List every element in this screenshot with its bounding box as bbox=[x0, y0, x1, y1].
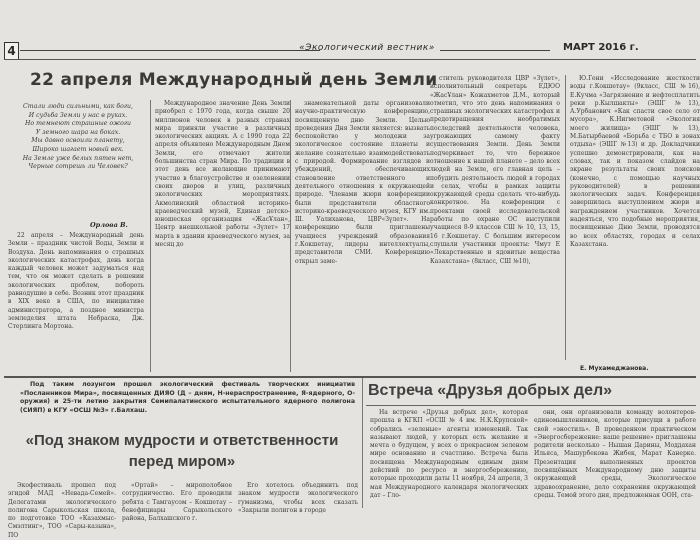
poem-line: И судьба Земли у нас в руках. bbox=[28, 111, 128, 119]
newspaper-name: «Экологический вестник» bbox=[299, 43, 435, 53]
article3-column-2: они, они организовали команду волонтеров-единомышленников, которые присущи в работе свой «эностиль». В проведенном практическом «Энергосбережение: наше решение» приглашены родители несколько – Нышан Дарины, Мoддахан Ильяса, Машурбекова Жибек, Марат Канерке. Презентация выполненных проектов посвящённых Международному дню защиты окружающей среды, Экологическое здравоохранение, дело сохранения окружающей среды. Темой этого дня, предложенная ООН, ста- bbox=[534, 409, 696, 499]
poem-author: Орлова В. bbox=[90, 221, 128, 229]
section-divider bbox=[4, 376, 696, 378]
article1-column-3: знаменательной даты организовали научно-практическую конференцию, посвященную дню Земли. Целью проведения Дня Земли является: вызвать беспокойство у молодежи за экологическое состояние планеты и желание сознательно взаимодействовать с природой. Формирование взглядов и убеждений, обеспечивающих становление ответственного и деятельного отношения к окружающей природе. Членами жюри конференции были представители областного историко-краеведческого музея, КГУ им. Ш. Уалиханова, ЦВР«Зүлет». На конференцию были приглашены учащиеся учреждений образования г.Кокшетау, лидеры интеллектуалы, представители СМИ. Конференцию открыл заме- bbox=[290, 100, 430, 372]
poem-line: Стали люди сильными, как боги, bbox=[23, 103, 133, 110]
article3-headline: Встреча «Друзья добрых дел» bbox=[368, 382, 613, 399]
poem-line: На Земле уже белых пятен нет, bbox=[22, 154, 134, 162]
article2-column-2: «Ортай» – мирополобное сотрудничество. Его проводили ребята с Тамгаусом – Кокшетау – бенефициары Сарыкольского района, Балхашского г. bbox=[122, 482, 232, 523]
article3-rule bbox=[366, 405, 696, 406]
article1-column-4: ститель руководителя ЦВР «Зүлет», исполнительный секретарь ЕДЮО «ЖасҰлан» Кожахметов Д.М., который отметил, что это день напоминания о страшных экологических катастрофах и предотвращения необратимых последствий деятельности человека, угрожающих самому факту существования Земли. День Земли подчеркивает то, что бережное отношение к нашей планете – дело всех людей на Земле, его главная цель – побудить деятельность людей в городах и селах, чтобы в рамках защиты окружающей среды сделать что-нибудь конкретное. На конференции с проектами своей исследовательской работы по охране ОС выступили учащиеся 8-9 классов СШ № 10, 13, 15, 16 г.Кокшетау. С большим интересом слушали участники проекты: Чмут Е «Лекарственные и ядовитые вещества Казахстана» (8класс, СШ №10), bbox=[430, 75, 560, 265]
article2-column-3: Его хотелось объединить под знаком мудрости экологического гуманизма, чтобы всех сказать «Закрыли полигон в городе bbox=[238, 482, 358, 514]
article2-lead: Под таким лозунгом прошел экологический фестиваль творческих инициатив «Посланников Мира», посвященных ДИЯО (Д – дням, Н-нераспространение, Я-ядерного, О-оружия) и 25-ти летию закрытия Семипалатинского испытательного ядерного полигона (СИЯП) в КГУ «ОСШ №3» г.Балхаш. bbox=[20, 381, 355, 414]
poem-line: Широко шагает новый век. bbox=[32, 145, 124, 153]
poem-line: У земного шара на боках. bbox=[35, 128, 121, 136]
poem-line: Черные сотрешь ли Человек? bbox=[28, 163, 128, 171]
article3-column-1: На встрече «Друзья добрых дел», которая прошла в КГКП «ОСШ № 4 им. Н.К.Крупской» собрались «зеленые» агенты изменений. Так называют людей, у которых есть желание и мечта о будущем, у всех о прекрасном зеленом мире основанию и счастливо. Встреча была посвящена Международным единым дням действий по ресурсо и энергосбережению, которые проходили даты 11 ноября, 24 апреля, 3 мая Международного календаря экологических дат – Гло- bbox=[370, 409, 528, 499]
article2-column-1: Экофестиваль прошел под эгидой МАД «Невада-Семей». Делегатами экологического полигона Сарыкольская школа, по подготовке ТОО «Казахмыс-Смэлтинг», ТОО «Сары-казына», ПО bbox=[8, 482, 116, 539]
column-divider bbox=[362, 378, 363, 508]
header-divider bbox=[4, 59, 696, 60]
poem-line: Мы давно освоили планету, bbox=[31, 137, 125, 145]
page-number: 4 bbox=[4, 42, 19, 60]
article2-headline: «Под знаком мудрости и ответственности перед миром» bbox=[25, 432, 339, 470]
issue-date: МАРТ 2016 г. bbox=[563, 42, 639, 53]
article1-column-2: Международное значение День Земли приобрел с 1970 года, когда свыше 20 миллионов человек в разных странах мира приняли участие в различных экологических акциях. А с 1990 года 22 апреля объявлено Международным Днем Земли, его отмечают жители большинства стран Мира. По традиции в этот день все желающие принимают участие в благоустройстве и озеленении своих дворов и улиц, различных экологических мероприятиях. Акмолинский областной историко-краеведческий музей, Единая детско-юношеская организация «ЖасҰлан», Центр внешкольной работы «Зүлет» 17 марта в здании краеведческого музея, за месяц до bbox=[150, 100, 290, 372]
article1-byline: Е. Мухамеджанова. bbox=[580, 365, 649, 372]
epigraph-poem bbox=[10, 103, 146, 172]
article1-column-5: Ю.Гени «Исследование жесткости воды г.Кокшетау» (9класс, СШ №16), Е.Кучма «Загрязнение и нефтесплатить реки р.Кылшакты» (ЭШГ №13), А.Урбанович «Как спасти свое село от мусора», К.Нигметовой «Экология моего жилища» (ЭШГ №13), М.Батырбаевой «Борьба с ТБО в зонах отдыха» (ЭШГ №13) и др. Докладчики успешно демонстрировали, как на словах, так и показом слайдов на экране результаты своих поисков (конечно, с помощью научных руководителей) в решении экологических задач. Конференция завершилась выступлением жюри и награждением участников. Хочется надеяться, что подобные мероприятия, посвященные Дню Земли, проводятся во всех областях, городах и селах Казахстана. bbox=[565, 75, 700, 360]
article1-column-1: 22 апреля – Международный день Земли – праздник чистой Воды, Земли и Воздуха. День напоминания о страшных экологических катастрофах, день когда каждый человек может задуматься над тем, что он может сделать в решении экологических проблем, побороть равнодушие в себе. Возник этот праздник в XIX веке в США, по инициативе администратора, а позднее министра земледелия штата Небраска, Дж. Стерлинга Мортона. bbox=[8, 232, 144, 331]
header-rule-left bbox=[20, 50, 320, 51]
article1-headline: 22 апреля Международный день Земли bbox=[30, 70, 438, 90]
header-rule-right bbox=[440, 50, 550, 51]
poem-line: Но темнеют страшные ожоги bbox=[25, 120, 131, 128]
